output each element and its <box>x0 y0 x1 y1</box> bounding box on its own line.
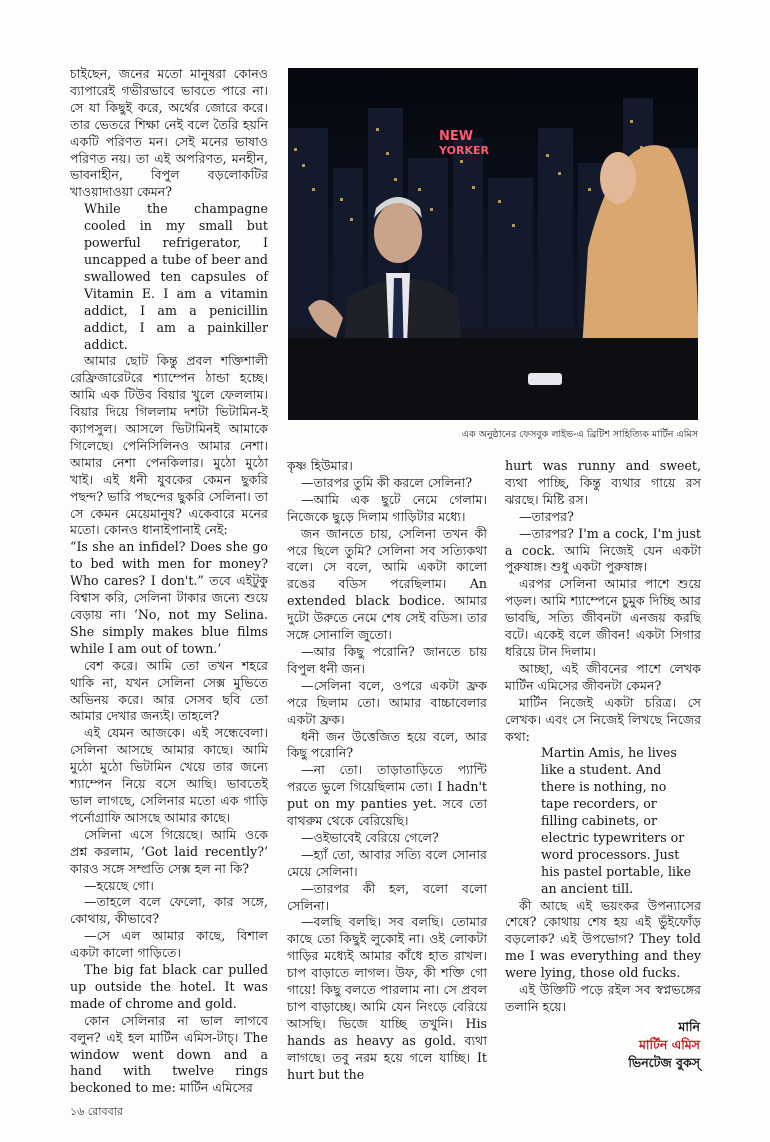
paragraph: সেলিনা এসে গিয়েছে। আমি ওকে প্রশ্ন করলাম, ‘Got laid recently?’ কারও সঙ্গে সম্প্রতি সেক্স হল না কি? <box>70 826 268 876</box>
english-quote: Martin Amis, he lives like a student. And there is nothing, no tape recorders, or filling cabinets, or electric typewriters or word processors. Just his pastel portable, like an ancient till. <box>541 745 692 896</box>
paragraph: বেশ করে। আমি তো তখন শহরে থাকি না, যখন সেলিনা সেক্স মুভিতে অভিনয় করে। আর সেসব ছবি তো আমার দেখার জন্যই। তাহলে? <box>70 657 268 724</box>
dialogue-line: —আমি এক ছুটে নেমে গেলাম। নিজেকে ছুড়ে দিলাম গাড়িটার মধ্যে। <box>287 491 487 524</box>
tv-interview-photo <box>288 68 698 420</box>
sign-line-2: YORKER <box>439 144 489 157</box>
page-footer <box>70 1103 123 1122</box>
dialogue-line: —তারপর? <box>519 508 574 524</box>
dialogue-line: —হয়েছে গো। <box>84 877 154 893</box>
english-excerpt: While the champagne cooled in my small but powerful refrigerator, I uncapped a tube of beer and swallowed ten capsules of Vitamin E. I am a vitamin addict, I am a penicillin addict, I am a painkiller addict. <box>84 201 268 352</box>
section-name: রোববার <box>87 1105 123 1118</box>
dialogue-line: —বলছি বলছি। সব বলছি। তোমার কাছে তো কিছুই লুকোই না। ওই লোকটা গাড়ির মধ্যেই আমার কাঁধে হাত রাখল। চাপ বাড়াতে লাগল। উফ, কী শক্তি গো গায়ে! কিছু বলতে পারলাম না। সে প্রবল চাপ বাড়াচ্ছে। আমি যেন নিংড়ে বেরিয়ে আসছি। ভিজে যাচ্ছি তখুনি। His hands as heavy as gold. ব্যথা লাগছে। তবু নরম হয়ে গলে যাচ্ছি। It hurt but the <box>287 914 487 1082</box>
paragraph: আমার ছোট কিন্তু প্রবল শক্তিশালী রেফ্রিজারেটরে শ্যাম্পেন ঠান্ডা হচ্ছে। আমি এক টিউব বিয়ার খুলে ফেললাম। বিয়ার দিয়ে গিললাম দশটা ভিটামিন-ই ক্যাপসুল। আসলে ভিটামিনই আমাকে গিলেছে। পেনিসিলিনও আমার নেশা। আমার নেশা পেনকিলার। মুঠো মুঠো খাই। এই ধনী যুবকের কেমন ছুকরি পছন্দ? ভারি পছন্দের ছুকরি সেলিনা। তা সে কেমন মেয়েমানুষ? একেবারে মনের মতো। কোনও ধানাইপানাই নেই: <box>70 353 268 538</box>
paragraph: ধনী জন উত্তেজিত হয়ে বলে, আর কিছু পরোনি? <box>287 728 487 761</box>
paragraph: কৃষ্ণ হিউমার। <box>287 458 353 473</box>
paragraph: চাইছেন, জনের মতো মানুষরা কোনও ব্যাপারেই গভীরভাবে ভাবতে পারে না। সে যা কিছুই করে, অর্থের জোরে করে। তার ভেতরে শিক্ষা নেই বলে তৈরি হয়নি একটি পরিণত মন। সেই মনের ভাষাও পরিণত নয়। তা এই অপরিণত, মনহীন, ভাবনাহীন, বিপুল বড়লোকটির খাওয়াদাওয়া কেমন? <box>70 66 268 200</box>
dialogue-line: —সে এল আমার কাছে, বিশাল একটা কালো গাড়িতে। <box>70 928 268 961</box>
dialogue-line: —তারপর? I'm a cock, I'm just a cock. আমি নিজেই যেন একটা পুরুষাঙ্গ। শুধু একটা পুরুষাঙ্গ। <box>505 525 701 575</box>
paragraph: মার্টিন নিজেই একটা চরিত্র। সে লেখক। এবং সে নিজেই লিখছে নিজের কথা: <box>505 694 701 744</box>
dialogue-line: —তারপর কী হল, বলো বলো সেলিনা। <box>287 880 487 913</box>
tv-interview-illustration <box>288 68 698 420</box>
article-column-1 <box>70 66 268 1097</box>
paragraph: The big fat black car pulled up outside the hotel. It was made of chrome and gold. <box>70 962 268 1011</box>
paragraph: কী আছে এই ভয়ংকর উপন্যাসের শেষে? কোথায় শেষ হয় এই ভুঁইফোঁড় বড়লোক? এই উপভোগ? They told me I was everything and they were lying, those old fucks. <box>505 897 701 981</box>
book-title: মানি <box>678 1019 700 1034</box>
paragraph: জন জানতে চায়, সেলিনা তখন কী পরে ছিলে তুমি? সেলিনা সব সত্যিকথা বলে। সে বলে, আমি একটা কালো রঙের বডিস পরেছিলাম। An extended black bodice. আমার দুটো উরুতে নেমে শেষ সেই বডিস। তার সঙ্গে সোনালি জুতো। <box>287 525 487 643</box>
dialogue-line: —ওইভাবেই বেরিয়ে গেলে? <box>301 829 439 845</box>
dialogue-line: —তাহলে বলে ফেলো, কার সঙ্গে, কোথায়, কীভাবে? <box>70 894 268 927</box>
photo-caption: এক অনুষ্ঠানের ফেসবুক লাইভ-এ ব্রিটিশ সাহিত্যিক মার্টিন এমিস <box>461 429 698 440</box>
dialogue-line: —না তো। তাড়াতাড়িতে প্যান্টি পরতে ভুলে গিয়েছিলাম তো। I hadn't put on my panties yet. সবে তো বাথরুম থেকে বেরিয়েছি। <box>287 762 487 829</box>
page-number: ১৬ <box>70 1105 85 1118</box>
paragraph: কোন সেলিনার না ভাল লাগবে বলুন? এই হল মার্টিন এমিস-টাচ্। The window went down and a hand with twelve rings beckoned to me: মার্টিন এমিসের <box>70 1012 268 1096</box>
article-column-3 <box>505 458 701 1016</box>
book-publisher: ভিনটেজ বুকস্ <box>628 1055 700 1070</box>
book-credits <box>560 1018 700 1072</box>
paragraph: এই যেমন আজকে। এই সন্ধেবেলা। সেলিনা আসছে আমার কাছে। আমি মুঠো মুঠো ভিটামিন খেয়ে তার জন্যে শ্যাম্পেন নিয়ে বসে আছি। ভাবতেই ভাল লাগছে, সেলিনার মতো এক গাড়ি পর্নোগ্রাফি আসছে আমার কাছে। <box>70 725 268 825</box>
paragraph: “Is she an infidel? Does she go to bed with men for money? Who cares? I don't.” তবে এইটুকু বিশ্বাস করি, সেলিনা টাকার জন্যে শুয়ে বেড়ায় না। ‘No, not my Selina. She simply makes blue films while I am out of town.’ <box>70 539 268 656</box>
article-column-2 <box>287 458 487 1084</box>
paragraph: hurt was runny and sweet, ব্যথা পাচ্ছি, কিন্তু ব্যথার গায়ে রস ঝরছে। মিষ্টি রস। <box>505 458 701 507</box>
paragraph: এই উক্তিটি পড়ে রইল সব স্বপ্নভঙ্গের তলানি হয়ে। <box>505 982 701 1014</box>
sign-line-1: NEW <box>438 129 474 144</box>
dialogue-line: —তারপর তুমি কী করলে সেলিনা? <box>301 474 473 490</box>
book-author: মার্টিন এমিস <box>638 1037 700 1052</box>
paragraph: এরপর সেলিনা আমার পাশে শুয়ে পড়ল। আমি শ্যাম্পেনে চুমুক দিচ্ছি আর ভাবছি, সত্যি জীবনটা এনজয় করছি বটে। একেই বলে জীবন! একটা সিগার ধরিয়ে টান দিলাম। <box>505 576 701 659</box>
dialogue-line: —সেলিনা বলে, ওপরে একটা ফ্রক পরে ছিলাম তো। আমার বাচ্চাবেলার একটা ফ্রক। <box>287 677 487 727</box>
dialogue-line: —আর কিছু পরোনি? জানতে চায় বিপুল ধনী জন। <box>287 643 487 676</box>
paragraph: আচ্ছা, এই জীবনের পাশে লেখক মার্টিন এমিসের জীবনটা কেমন? <box>505 660 701 693</box>
dialogue-line: —হ্যাঁ তো, আবার সত্যি বলে সোনার মেয়ে সেলিনা। <box>287 846 487 879</box>
